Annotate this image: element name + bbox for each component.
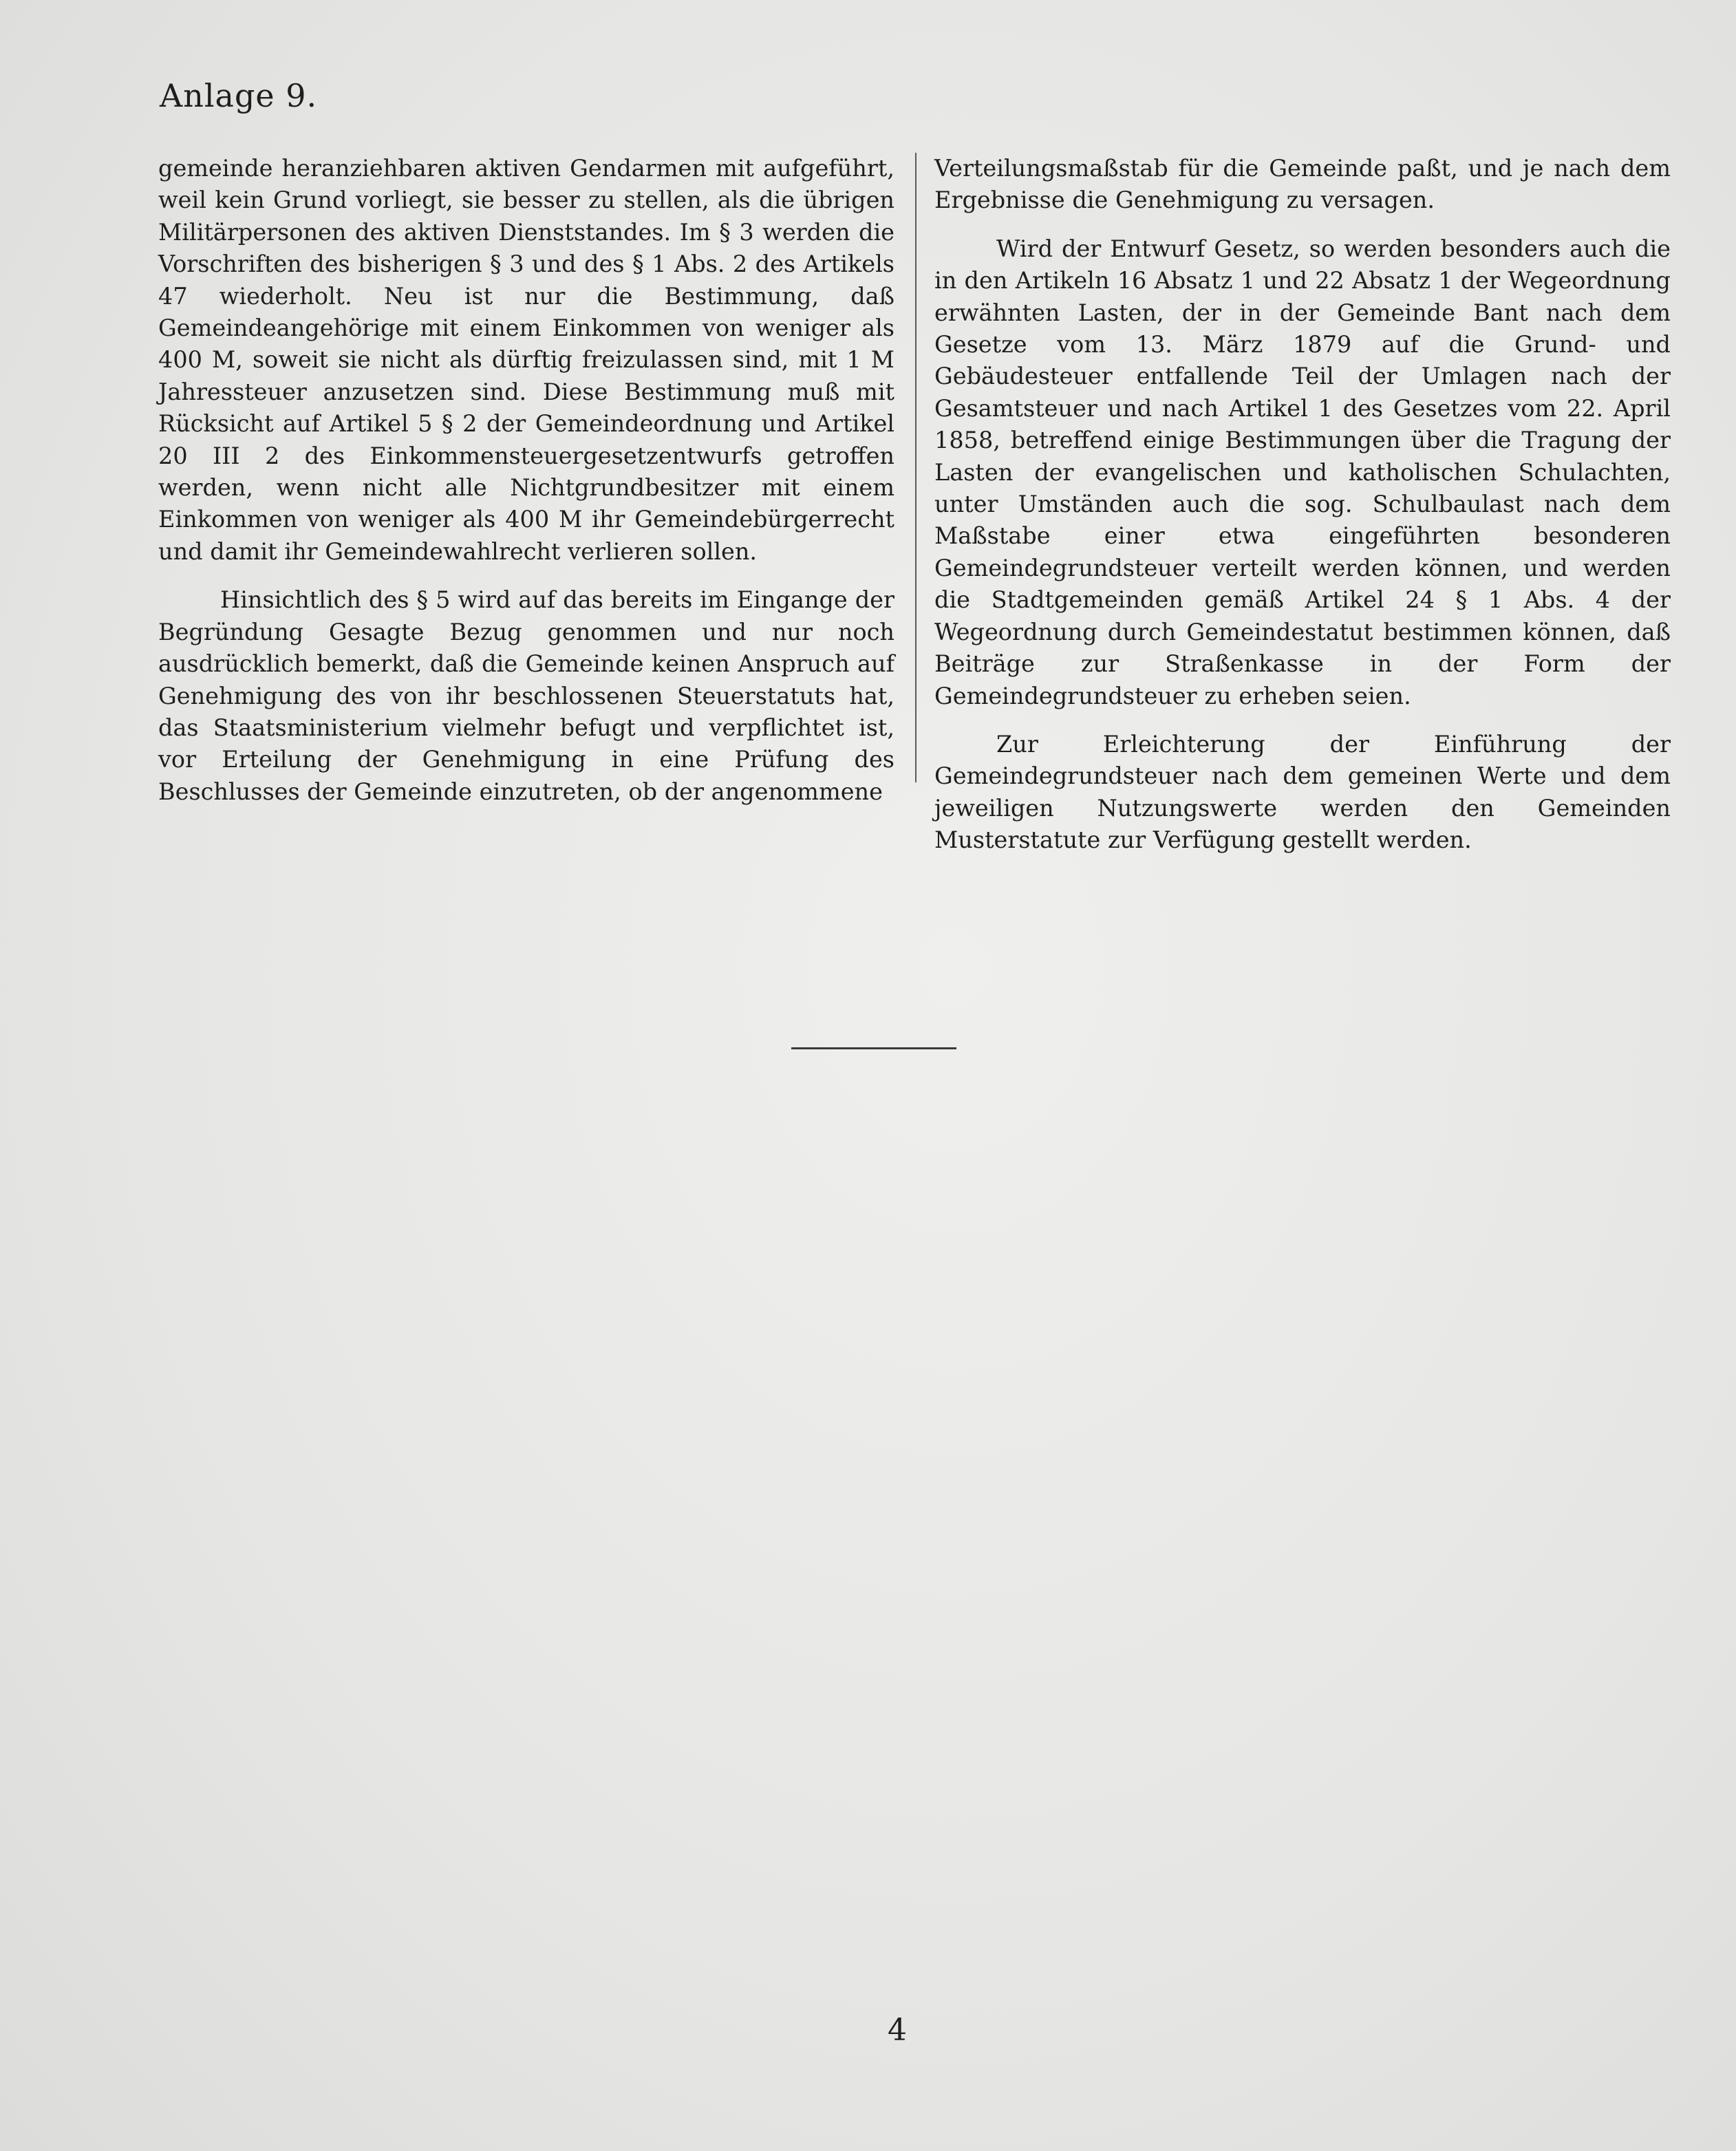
right-column: [934, 153, 1671, 873]
page-header: Anlage 9.: [160, 77, 318, 114]
left-column: [158, 153, 894, 824]
paragraph: gemeinde heranziehbaren aktiven Gendarmen mit aufgeführt, weil kein Grund vorliegt, sie besser zu stellen, als die übrigen Militärpersonen des aktiven Dienststandes. Im § 3 werden die Vorschriften des bisherigen § 3 und des § 1 Abs. 2 des Artikels 47 wiederholt. Neu ist nur die Bestimmung, daß Gemeindeangehörige mit einem Einkommen von weniger als 400 M, soweit sie nicht als dürftig freizulassen sind, mit 1 M Jahressteuer anzusetzen sind. Diese Bestimmung muß mit Rücksicht auf Artikel 5 § 2 der Gemeindeordnung und Artikel 20 III 2 des Einkommensteuergesetzentwurfs getroffen werden, wenn nicht alle Nichtgrundbesitzer mit einem Einkommen von weniger als 400 M ihr Gemeindebürgerrecht und damit ihr Gemeindewahlrecht verlieren sollen.: [158, 155, 894, 565]
column-divider: [915, 153, 917, 782]
paragraph: Wird der Entwurf Gesetz, so werden besonders auch die in den Artikeln 16 Absatz 1 und 22 Absatz 1 der Wegeordnung erwähnten Lasten, der in der Gemeinde Bant nach dem Gesetze vom 13. März 1879 auf die Grund- und Gebäudesteuer entfallende Teil der Umlagen nach der Gesamtsteuer und nach Artikel 1 des Gesetzes vom 22. April 1858, betreffend einige Bestimmungen über die Tragung der Lasten der evangelischen und katholischen Schulachten, unter Umständen auch die sog. Schulbaulast nach dem Maßstabe einer etwa eingeführten besonderen Gemeindegrundsteuer verteilt werden können, und werden die Stadtgemeinden gemäß Artikel 24 § 1 Abs. 4 der Wegeordnung durch Gemeindestatut bestimmen können, daß Beiträge zur Straßenkasse in der Form der Gemeindegrundsteuer zu erheben seien.: [934, 235, 1671, 709]
page-number: 4: [888, 2013, 907, 2048]
paragraph: Verteilungsmaßstab für die Gemeinde paßt, und je nach dem Ergebnisse die Genehmigung zu versagen.: [934, 155, 1671, 214]
paragraph: Zur Erleichterung der Einführung der Gemeindegrundsteuer nach dem gemeinen Werte und dem jeweiligen Nutzungswerte werden den Gemeinden Musterstatute zur Verfügung gestellt werden.: [934, 730, 1671, 854]
paragraph: Hinsichtlich des § 5 wird auf das bereits im Eingange der Begründung Gesagte Bezug genommen und nur noch ausdrücklich bemerkt, daß die Gemeinde keinen Anspruch auf Genehmigung des von ihr beschlossenen Steuerstatuts hat, das Staatsministerium vielmehr befugt und verpflichtet ist, vor Erteilung der Genehmigung in eine Prüfung des Beschlusses der Gemeinde einzutreten, ob der angenommene: [158, 586, 894, 805]
section-rule: [791, 1047, 956, 1049]
